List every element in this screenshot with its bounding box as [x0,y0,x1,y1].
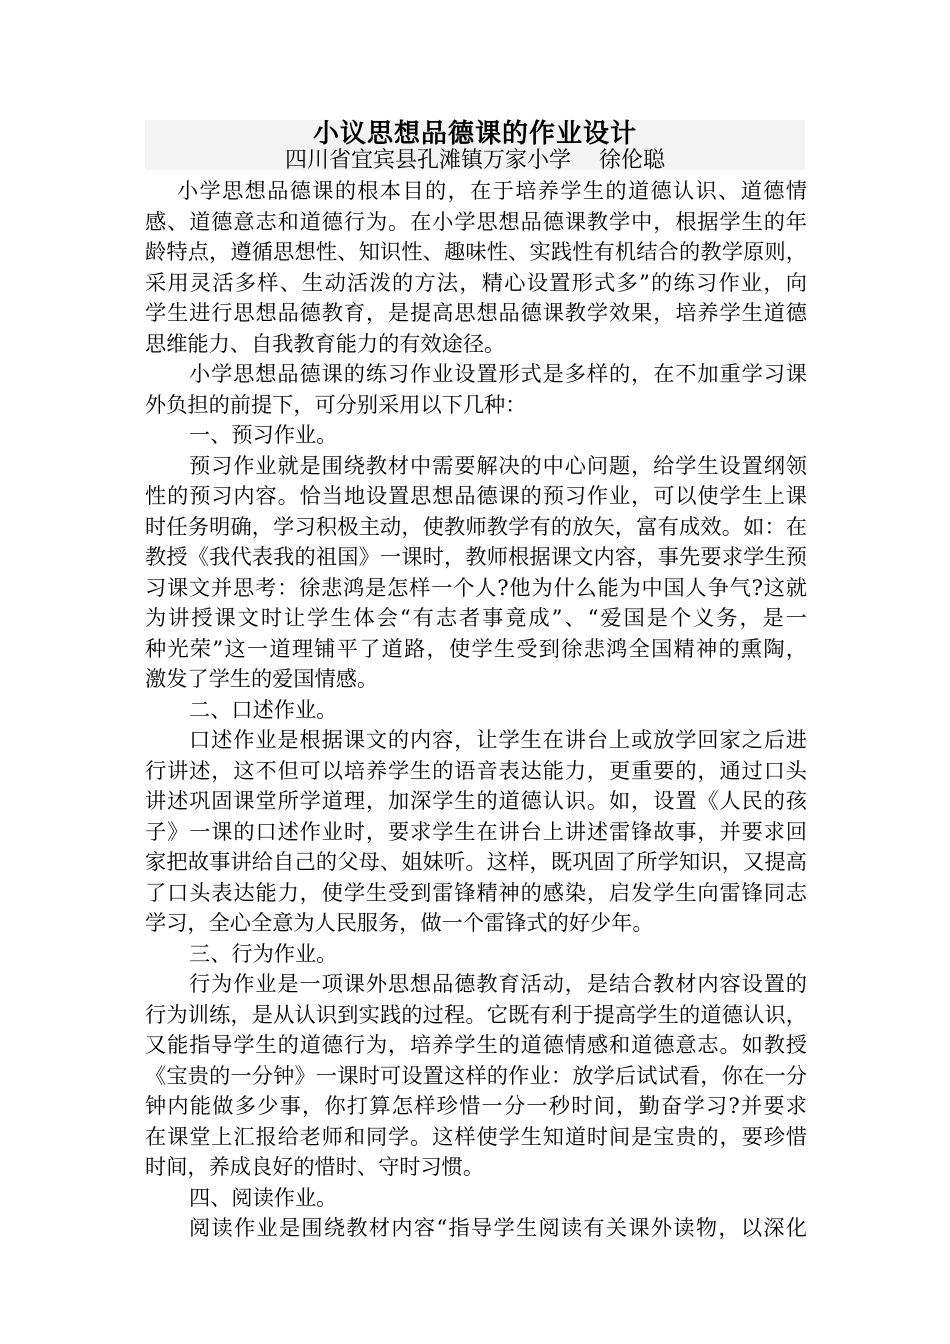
text-line: 外负担的前提下，可分别采用以下几种： [145,391,527,417]
text-line: 小学思想品德课的练习作业设置形式是多样的，在不加重学习课 [189,361,807,386]
text-line: 时间，养成良好的惜时、守时习惯。 [145,1154,485,1179]
text-line: 思维能力、自我教育能力的有效途径。 [145,330,506,356]
section-heading: 四、阅读作业。 [189,1184,338,1210]
text-line: 《宝贵的一分钟》一课时可设置这样的作业：放学后试试看，你在一分 [145,1062,807,1088]
text-line: 预习作业就是围绕教材中需要解决的中心问题，给学生设置纲领 [189,452,807,478]
author-byline [145,147,805,175]
document-title: 小议思想品德课的作业设计 [312,119,637,149]
article-body [145,176,807,1244]
text-line: 阅读作业是围绕教材内容“指导学生阅读有关课外读物，以深化 [189,1215,807,1240]
text-line: 行讲述，这不但可以培养学生的语音表达能力，更重要的，通过口头 [145,757,807,783]
author-unit: 四川省宜宾县孔滩镇万家小学 [284,148,571,173]
text-line: 性的预习内容。恰当地设置思想品德课的预习作业，可以使学生上课 [145,483,807,508]
section-heading: 二、口述作业。 [189,696,338,722]
section-heading: 一、预习作业。 [189,422,338,447]
text-line: 时任务明确，学习积极主动，使教师教学有的放矢，富有成效。如：在 [145,513,807,539]
text-line: 龄特点，遵循思想性、知识性、趣味性、实践性有机结合的教学原则， [145,239,807,264]
text-line: 学习，全心全意为人民服务，做一个雷锋式的好少年。 [145,910,654,935]
text-line: 教授《我代表我的祖国》一课时，教师根据课文内容，事先要求学生预 [145,544,807,569]
text-line: 种光荣”这一道理铺平了道路，使学生受到徐悲鸿全国精神的熏陶， [145,635,807,661]
text-line: 激发了学生的爱国情感。 [145,666,379,691]
text-line: 行为训练，是从认识到实践的过程。它既有利于提高学生的道德认识， [145,1001,807,1027]
text-line: 学生进行思想品德教育，是提高思想品德课教学效果，培养学生道德 [145,300,807,325]
text-line: 又能指导学生的道德行为，培养学生的道德情感和道德意志。如教授 [145,1032,807,1057]
author-name: 徐伦聪 [599,148,666,173]
text-line: 感、道德意志和道德行为。在小学思想品德课教学中，根据学生的年 [145,208,807,234]
text-line: 为讲授课文时让学生体会“有志者事竟成”、“爱国是个义务，是一 [145,605,807,630]
text-line: 口述作业是根据课文的内容，让学生在讲台上或放学回家之后进 [189,727,807,752]
text-line: 行为作业是一项课外思想品德教育活动，是结合教材内容设置的 [189,971,807,996]
text-line: 了口头表达能力，使学生受到雷锋精神的感染，启发学生向雷锋同志 [145,879,807,905]
text-line: 讲述巩固课堂所学道理，加深学生的道德认识。如，设置《人民的孩 [145,788,807,813]
text-line: 家把故事讲给自己的父母、姐妹听。这样，既巩固了所学知识，又提高 [145,849,807,874]
text-line: 习课文并思考：徐悲鸿是怎样一个人?他为什么能为中国人争气?这就 [145,574,807,600]
text-line: 小学思想品德课的根本目的，在于培养学生的道德认识、道德情 [177,178,807,203]
text-line: 采用灵活多样、生动活泼的方法，精心设置形式多”的练习作业，向 [145,269,807,295]
text-line: 钟内能做多少事，你打算怎样珍惜一分一秒时间，勤奋学习?并要求 [145,1093,807,1118]
text-line: 在课堂上汇报给老师和同学。这样使学生知道时间是宝贵的，要珍惜 [145,1123,807,1149]
text-line: 子》一课的口述作业时，要求学生在讲台上讲述雷锋故事，并要求回 [145,818,807,844]
section-heading: 三、行为作业。 [189,940,338,966]
